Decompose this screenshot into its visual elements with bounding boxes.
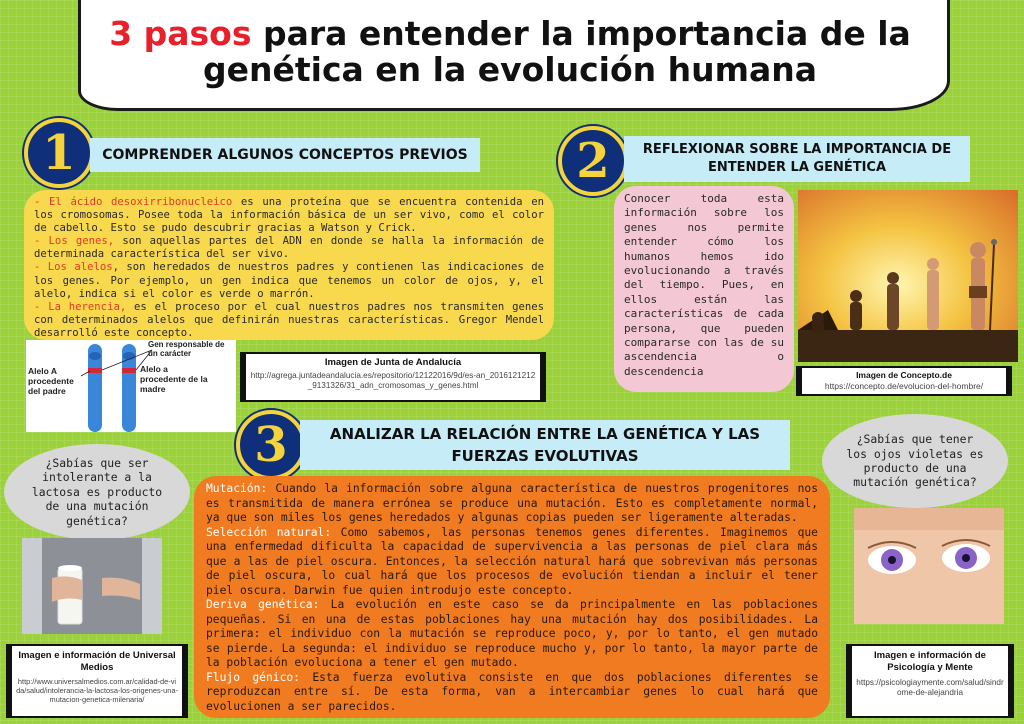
credit-url[interactable]: https://psicologiaymente.com/salud/sindrome-de-alejandria: [856, 678, 1004, 697]
section1-heading: COMPRENDER ALGUNOS CONCEPTOS PREVIOS: [90, 138, 480, 172]
section2-image-credit: Imagen de Concepto.de https://concepto.de/evolucion-del-hombre/: [796, 366, 1012, 396]
step-number-3: 3: [236, 410, 306, 480]
page-title: 3 pasos para entender la importancia de la genética en la evolución humana: [109, 14, 911, 89]
credit-url[interactable]: http://agrega.juntadeandalucia.es/repositorio/12122016/9d/es-an_2016121212_9131326/31_adn_cromosomas_y_genes.html: [250, 371, 536, 390]
section3-heading: ANALIZAR LA RELACIÓN ENTRE LA GENÉTICA Y LAS FUERZAS EVOLUTIVAS: [300, 420, 790, 470]
step-number-2: 2: [558, 126, 628, 196]
section3-text-box: Mutación: Cuando la información sobre alguna característica de nuestros progenitores nos es transmitida de manera errónea se produce una mutación. Esto es completamente normal, ya que son miles los genes heredados y algunas copias pueden ser ligeramente alteradas. Selección natural: Como sabemos, las personas tenemos genes diferentes. Imaginemos que una enfermedad dificulta la capacidad de supervivencia a las personas de piel clara más que a las de piel oscura. Entonces, la selección natural hará que sobrevivan más personas de piel oscura, lo cual hará que los procesos de evolución tiendan a incluir el tener piel oscura. Darwin fue quien introdujo este concepto. Deriva genética: La evolución en este caso se da principalmente en las poblaciones pequeñas. Si en una de estas poblaciones hay una mutación hay dos posibilidades. La primera: el individuo con la mutación se reproduce poco, y, por lo tanto, el gen mutado se pierde. La segunda: el individuo se reproduce mucho y, por lo tanto, la mayor parte de la población evoluciona a tener el gen mutado. Flujo génico: Esta fuerza evolutiva consiste en que dos poblaciones diferentes se reproduzcan entre sí. De esta forma, van a intercambiar genes lo cual hará que evolucionen a ser parecidos.: [194, 476, 830, 718]
milk-glass-illustration: [22, 538, 162, 634]
label-allele-father: Alelo A procedente del padre: [28, 366, 74, 396]
right-image-credit: Imagen e información de Psicología y Mente https://psicologiaymente.com/salud/sindrome-de-alejandria: [846, 644, 1014, 718]
violet-eyes-question-cloud: ¿Sabías que tener los ojos violetas es producto de una mutación genética?: [822, 414, 1008, 508]
section2-text-box: Conocer toda esta información sobre los genes nos permite entender cómo los humanos hemos ido evolucionando a través del tiempo. Pues, en ellos están las características de cada persona, que pueden compararse con las de su ascendencia o descendencia: [614, 186, 794, 392]
section1-text-box: - El ácido desoxirribonucleico es una proteína que se encuentra contenida en los cromosomas. Posee toda la información básica de un ser vivo, como el color de cabello. Esto se pudo descubrir gracias a Watson y Crick. - Los genes, son aquellas partes del ADN en donde se halla la información de determinada característica del ser vivo. - Los alelos, son heredados de nuestros padres y contienen las indicaciones de los genes. Por ejemplo, un gen indica que tenemos un color de ojos, y, el alelo, indica si el color es verde o marrón. - La herencia, es el proceso por el cual nuestros padres nos transmiten genes con determinados alelos que definirán nuestras características. Gregor Mendel desarrolló este concepto.: [24, 190, 554, 340]
lactose-image: [22, 538, 162, 634]
face-with-violet-eyes: [854, 508, 1004, 624]
human-evolution-illustration: [798, 190, 1018, 362]
credit-url[interactable]: https://concepto.de/evolucion-del-hombre/: [824, 381, 984, 391]
label-gene: Gen responsable de un carácter: [148, 340, 225, 358]
chromosome-diagram: [26, 340, 236, 432]
section2-heading: REFLEXIONAR SOBRE LA IMPORTANCIA DE ENTENDER LA GENÉTICA: [624, 136, 970, 182]
lactose-question-cloud: ¿Sabías que ser intolerante a la lactosa es producto de una mutación genética?: [4, 444, 190, 540]
evolution-image: [798, 190, 1018, 362]
section1-image-credit: Imagen de Junta de Andalucía http://agrega.juntadeandalucia.es/repositorio/12122016/9d/es-an_2016121212_9131326/31_adn_cromosomas_y_genes.html: [240, 352, 546, 402]
label-allele-mother: Alelo a procedente de la madre: [140, 364, 208, 394]
credit-url[interactable]: http://www.universalmedios.com.ar/calidad-de-vida/salud/intolerancia-la-lactosa-los-origenes-una-mutacion-genetica-milenaria/: [16, 677, 178, 704]
violet-eyes-image: [854, 508, 1004, 624]
step-number-1: 1: [24, 118, 94, 188]
left-image-credit: Imagen e información de Universal Medios http://www.universalmedios.com.ar/calidad-de-vida/salud/intolerancia-la-lactosa-los-origenes-una-mutacion-genetica-milenaria/: [6, 644, 188, 718]
